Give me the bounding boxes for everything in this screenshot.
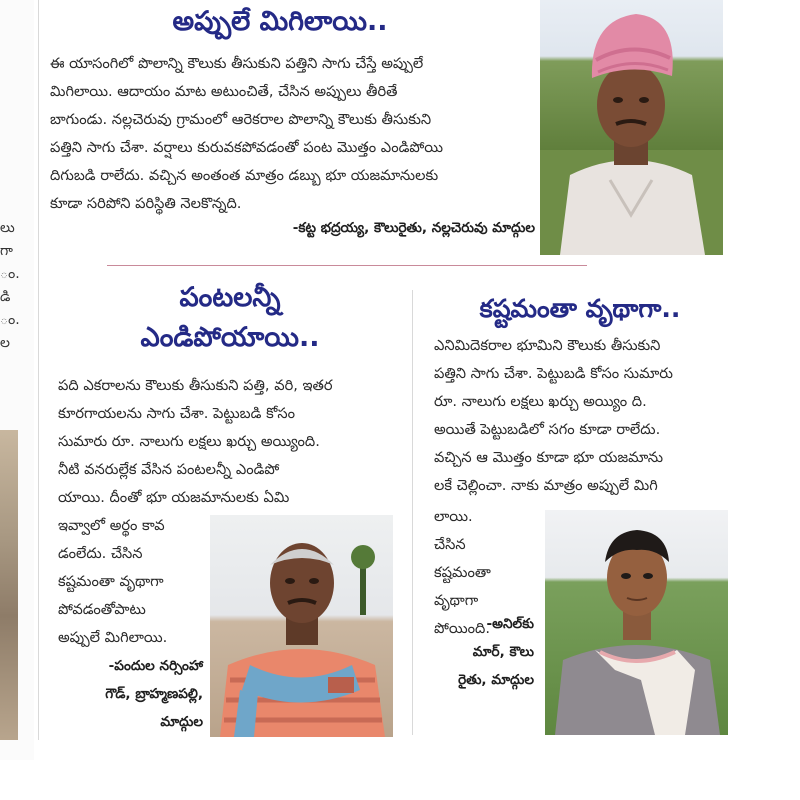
body-line: కష్టమంతా వృథాగా: [58, 573, 164, 590]
body-line: బాగుండు. నల్లచెరువు గ్రామంలో ఆరెకరాల పొలాన్ని కౌలుకు తీసుకుని: [50, 111, 432, 128]
farmer-photo-white-scarf: [545, 510, 728, 735]
adjacent-photo-edge: [0, 430, 18, 740]
body-line: సుమారు రూ. నాలుగు లక్షలు ఖర్చు అయ్యింది.: [58, 433, 320, 450]
headline-line: ఎండిపోయాయి..: [140, 322, 320, 353]
body-line: రూ. నాలుగు లక్షలు ఖర్చు అయ్యిం ది.: [434, 393, 647, 410]
adjacent-text-fragment: ం.: [0, 312, 20, 328]
body-line: నీటి వనరుల్లేక వేసిన పంటలన్నీ ఎండిపో: [58, 461, 280, 478]
body-line: డంలేదు. చేసిన: [58, 545, 143, 562]
byline-line: -పందుల నర్సింహా: [108, 658, 203, 674]
adjacent-column-text: [0, 220, 22, 358]
body-line: పోవడంతోపాటు: [58, 601, 146, 618]
body-line: యాయి. దీంతో భూ యజమానులకు ఏమి: [58, 489, 290, 506]
adjacent-text-fragment: గా: [0, 243, 13, 259]
adjacent-column-strip: [0, 0, 34, 760]
body-line: దిగుబడి రాలేదు. వచ్చిన అంతంత మాత్రం డబ్బు భూ యజమానులకు: [50, 167, 439, 184]
body-line: పత్తిని సాగు చేశా. వర్షాలు కురువకపోవడంతో పంట మొత్తం ఎండిపోయి: [50, 139, 444, 156]
body-line: వచ్చిన ఆ మొత్తం కూడా భూ యజమాను: [434, 449, 664, 466]
byline-line: -కట్ట భద్రయ్య, కౌలురైతు, నల్లచెరువు మాద్గుల: [292, 220, 535, 236]
farmer-photo-striped-shirt: [210, 515, 393, 737]
body-line: అయితే పెట్టుబడిలో సగం కూడా రాలేదు.: [434, 421, 661, 438]
body-line: మిగిలాయి. ఆదాయం మాట అటుంచితే, చేసిన అప్పులు తీరితే: [50, 83, 398, 100]
farmer-portrait-illustration: [545, 510, 728, 735]
body-line: ఇవ్వాలో అర్థం కావ: [58, 517, 165, 534]
story2-headline: [60, 278, 400, 358]
farmer-portrait-illustration: [540, 0, 723, 255]
headline-line: పంటలన్నీ: [179, 282, 281, 313]
story1-byline: [220, 214, 535, 242]
body-line: ఈ యాసంగిలో పొలాన్ని కౌలుకు తీసుకుని పత్తిని సాగు చేస్తే అప్పులే: [50, 55, 424, 72]
body-line: లకే చెల్లించా. నాకు మాత్రం అప్పులే మిగి: [434, 477, 658, 494]
adjacent-text-fragment: ం.: [0, 266, 20, 282]
body-line: లాయి.: [434, 508, 473, 525]
adjacent-text-fragment: లు: [0, 220, 15, 236]
byline-line: మార్, కౌలు: [472, 644, 534, 660]
body-line: పోయింది.: [434, 620, 490, 637]
body-line: ఎనిమిదెకరాల భూమిని కౌలుకు తీసుకుని: [434, 337, 661, 354]
column-divider: [412, 290, 413, 735]
body-line: పది ఎకరాలను కౌలుకు తీసుకుని పత్తి, వరి, ఇతర: [58, 377, 333, 394]
byline-line: గౌడ్, బ్రాహ్మణపల్లి,: [105, 686, 203, 702]
story2-byline: [58, 652, 203, 736]
story2-body-full: [58, 372, 398, 512]
body-line: చేసిన: [434, 536, 466, 553]
body-line: కూడా సరిపోని పరిస్థితి నెలకొన్నది.: [50, 195, 242, 212]
body-line: పత్తిని సాగు చేశా. పెట్టుబడి కోసం సుమారు: [434, 365, 673, 382]
story2-body-narrow: [58, 512, 203, 652]
body-line: కూరగాయలను సాగు చేశా. పెట్టుబడి కోసం: [58, 405, 295, 422]
body-line: అప్పులే మిగిలాయి.: [58, 629, 168, 646]
farmer-portrait-illustration: [210, 515, 393, 737]
body-line: కష్టమంతా: [434, 564, 491, 581]
farmer-photo-turban: [540, 0, 723, 255]
story3-headline: కష్టమంతా వృథాగా..: [479, 294, 681, 323]
adjacent-text-fragment: ల: [0, 335, 10, 351]
section-divider: [107, 265, 587, 266]
story3-body-full: [434, 332, 729, 500]
story3-byline: [434, 610, 534, 694]
column-divider: [38, 0, 39, 740]
byline-line: రైతు, మాద్గుల: [458, 672, 534, 688]
byline-line: మాద్గుల: [160, 714, 203, 730]
body-line: వృథాగా: [434, 592, 479, 609]
story1-headline: అప్పులే మిగిలాయి..: [172, 6, 388, 37]
adjacent-text-fragment: డి: [0, 289, 11, 305]
byline-line: -అనిల్‌కు: [486, 616, 534, 632]
story1-body: [50, 50, 535, 218]
